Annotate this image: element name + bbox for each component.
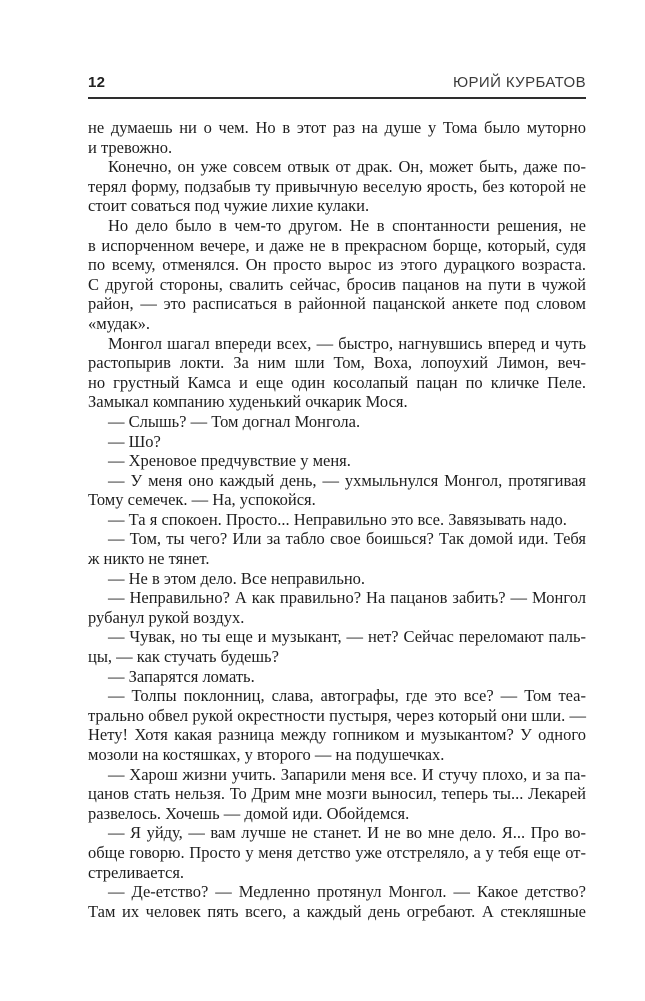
text-line: — Де-етство? — Медленно протянул Монгол. — Какое детство? xyxy=(108,882,586,902)
text-line: — Запарятся ломать. xyxy=(108,666,255,686)
text-line: — Том, ты чего? Или за табло свое боишься? Так домой иди. Тебя xyxy=(108,529,586,549)
text-line: Монгол шагал впереди всех, — быстро, нагнувшись вперед и чуть xyxy=(108,333,586,353)
running-title: ЮРИЙ КУРБАТОВ xyxy=(452,74,586,91)
text-line: — Неправильно? А как правильно? На пацанов забить? — Монгол xyxy=(108,588,586,608)
text-line: трально обвел рукой окрестности пустыря, через который они шли. — xyxy=(88,705,586,725)
text-line: терял форму, подзабыв ту привычную веселую ярость, без которой не xyxy=(88,176,586,196)
text-line: «мудак». xyxy=(88,313,151,333)
text-line: в испорченном вечере, и даже не в прекрасном борще, который, судя xyxy=(88,235,586,255)
text-line: район, — это расписаться в районной пацанской анкете под словом xyxy=(88,294,586,314)
text-line: обще говорю. Просто у меня детство уже отстреляло, а у тебя еще от- xyxy=(88,842,586,862)
text-line: — Харош жизни учить. Запарили меня все. И стучу плохо, и за па- xyxy=(108,764,586,784)
text-line: Тому семечек. — На, успокойся. xyxy=(88,490,316,510)
text-line: и тревожно. xyxy=(88,137,173,157)
text-line: не думаешь ни о чем. Но в этот раз на душе у Тома было муторно xyxy=(88,118,586,137)
text-line: — Чувак, но ты еще и музыкант, — нет? Сейчас переломают паль- xyxy=(108,627,586,647)
text-line: рубанул рукой воздух. xyxy=(88,607,245,627)
text-line: — Я уйду, — вам лучше не станет. И не во мне дело. Я... Про во- xyxy=(108,823,586,843)
header-rule xyxy=(88,97,586,99)
text-line: развелось. Хочешь — домой иди. Обойдемся. xyxy=(88,803,410,823)
text-line: Конечно, он уже совсем отвык от драк. Он, может быть, даже по- xyxy=(108,157,586,177)
text-line: цанов стать нельзя. То Дрим мне мозги выносил, теперь ты... Лекарей xyxy=(88,784,586,804)
text-line: — Толпы поклонниц, слава, автографы, где это все? — Том теа- xyxy=(108,686,586,706)
text-block xyxy=(88,118,586,921)
text-line: — Хреновое предчувствие у меня. xyxy=(108,451,351,471)
text-line: С другой стороны, свалить сейчас, бросив пацанов на пути в чужой xyxy=(88,274,586,294)
text-line: — Шо? xyxy=(108,431,161,451)
text-line: Замыкал компанию худенький очкарик Мося. xyxy=(88,392,408,412)
text-line: ж никто не тянет. xyxy=(88,549,210,569)
text-line: по всему, отменялся. Он просто вырос из этого дурацкого возраста. xyxy=(88,255,586,275)
text-line: Но дело было в чем-то другом. Не в спонтанности решения, не xyxy=(108,215,586,235)
text-line: растопырив локти. За ним шли Том, Воха, лопоухий Лимон, веч- xyxy=(88,353,586,373)
text-line: стоит соваться под чужие лихие кулаки. xyxy=(88,196,370,216)
page-number: 12 xyxy=(88,74,106,91)
text-line: — У меня оно каждый день, — ухмыльнулся Монгол, протягивая xyxy=(108,470,586,490)
text-line: Там их человек пять всего, а каждый день огребают. А стекляшные xyxy=(88,901,586,921)
text-line: Нету! Хотя какая разница между гопником и музыкантом? У одного xyxy=(88,725,586,745)
text-line: — Слышь? — Том догнал Монгола. xyxy=(108,411,361,431)
text-line: стреливается. xyxy=(88,862,185,882)
text-line: — Та я спокоен. Просто... Неправильно это все. Завязывать надо. xyxy=(108,509,567,529)
page-header xyxy=(88,74,586,91)
text-line: но грустный Камса и еще один косолапый пацан по кличке Пеле. xyxy=(88,372,586,392)
text-line: — Не в этом дело. Все неправильно. xyxy=(108,568,366,588)
text-line: цы, — как стучать будешь? xyxy=(88,647,279,667)
text-line: мозоли на костяшках, у второго — на подушечках. xyxy=(88,745,445,764)
